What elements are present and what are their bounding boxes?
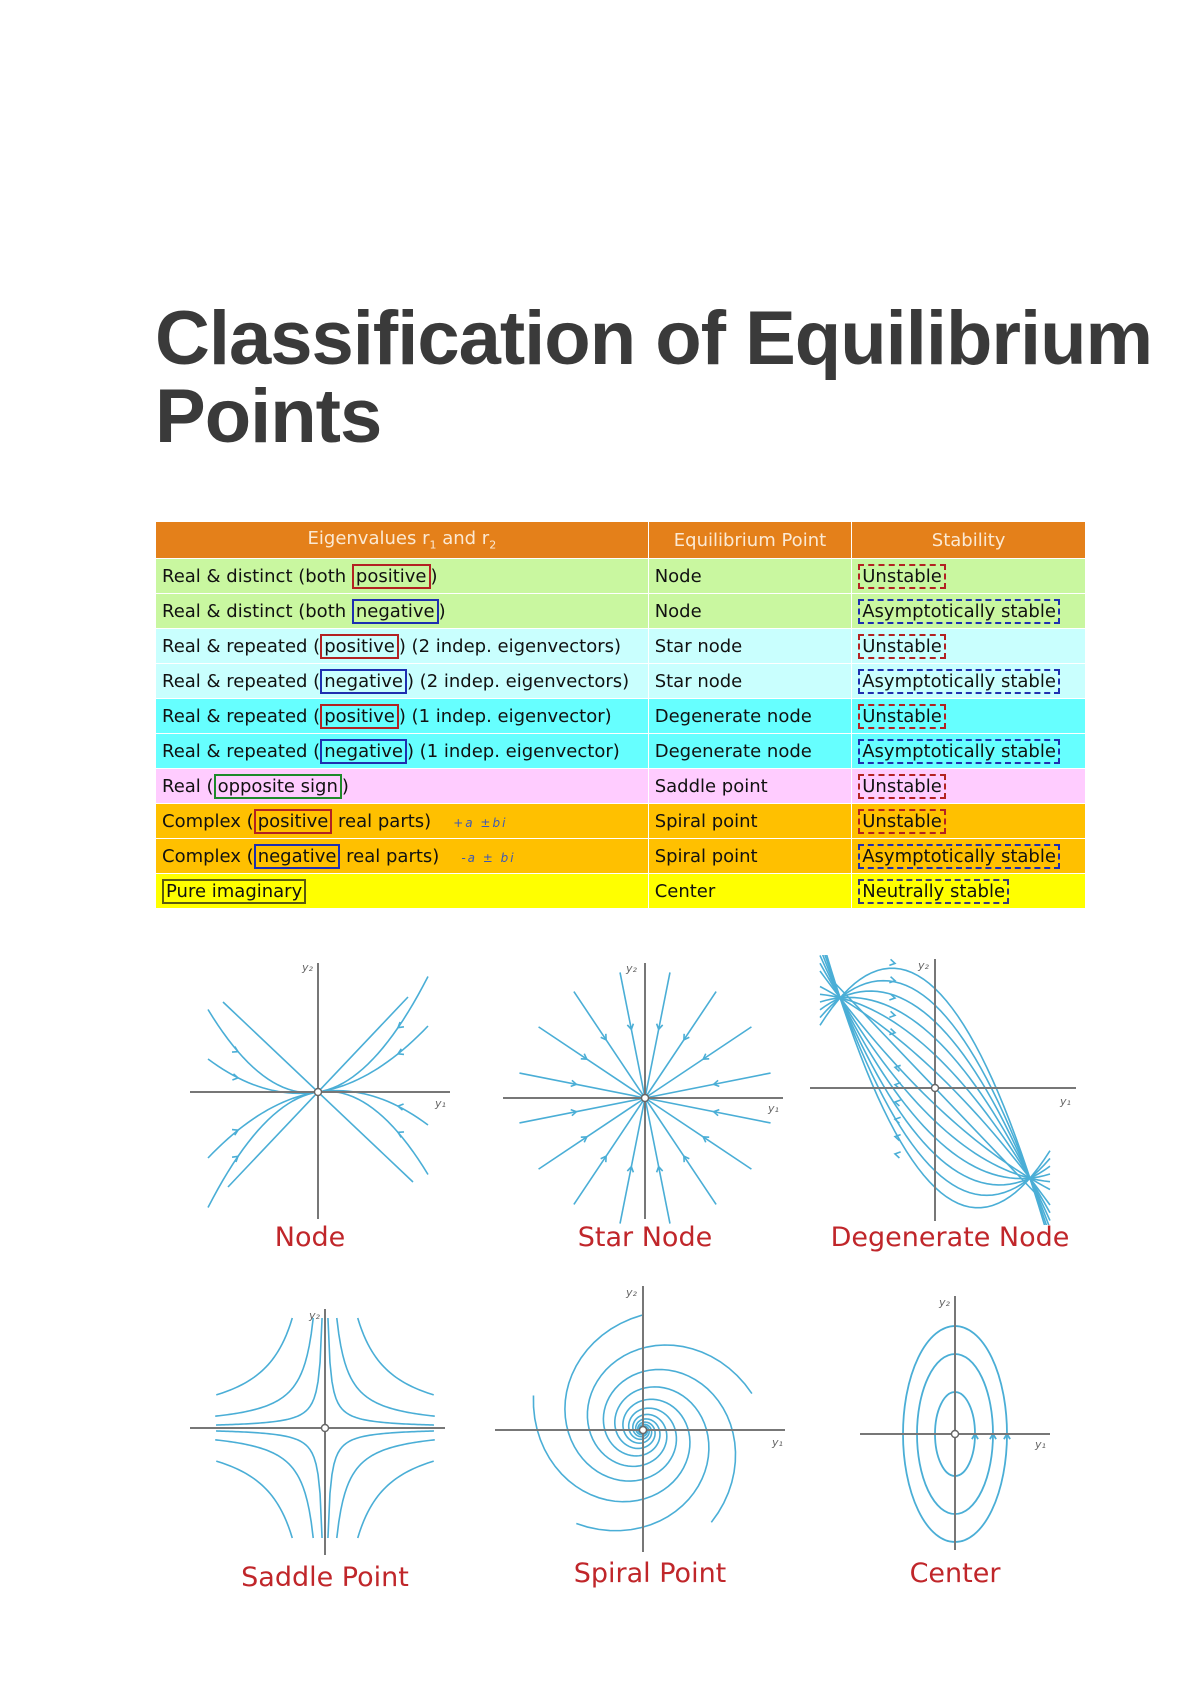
stability-label: Asymptotically stable xyxy=(858,669,1060,694)
cell-eigenvalues xyxy=(156,769,649,804)
table-row xyxy=(156,664,1086,699)
eigen-suffix: ) (1 indep. eigenvector) xyxy=(406,740,620,762)
header-eigenvalues: Eigenvalues $r_1$ and $r_2$ xyxy=(156,522,649,559)
star-axis-y1: y₁ xyxy=(768,1102,779,1115)
handwritten-note: -a ± bi xyxy=(461,850,516,865)
trajectory xyxy=(318,1091,428,1174)
cell-eigenvalues xyxy=(156,804,649,839)
cell-stability xyxy=(852,594,1086,629)
saddle-point-phase-portrait xyxy=(185,1305,450,1560)
trajectory xyxy=(208,1010,318,1093)
trajectory xyxy=(358,1318,434,1395)
stability-label: Unstable xyxy=(858,774,946,799)
eigen-suffix: ) xyxy=(438,600,446,622)
eigen-prefix: Real & distinct (both xyxy=(162,565,352,587)
eigen-suffix: ) (1 indep. eigenvector) xyxy=(398,705,612,727)
table-row xyxy=(156,769,1086,804)
table-row xyxy=(156,839,1086,874)
eigen-key: opposite sign xyxy=(214,774,342,799)
cell-eigenvalues xyxy=(156,839,649,874)
eigen-key: negative xyxy=(254,844,341,869)
trajectory-arrow xyxy=(889,959,895,965)
classification-table xyxy=(155,521,1086,909)
stability-label: Unstable xyxy=(858,634,946,659)
trajectory xyxy=(533,1395,689,1501)
saddle-axis-y2: y₂ xyxy=(309,1309,320,1322)
trajectory xyxy=(216,1461,292,1538)
table-row xyxy=(156,629,1086,664)
cell-equilibrium-point: Saddle point xyxy=(648,769,852,804)
spiral-axis-y2: y₂ xyxy=(626,1286,637,1299)
stability-label: Asymptotically stable xyxy=(858,599,1060,624)
eigen-key: Pure imaginary xyxy=(162,879,306,904)
caption-star-node: Star Node xyxy=(577,1222,713,1253)
cell-stability xyxy=(852,839,1086,874)
eigen-key: negative xyxy=(320,669,407,694)
cell-stability xyxy=(852,734,1086,769)
trajectory xyxy=(337,1440,435,1538)
eigen-prefix: Real & repeated ( xyxy=(162,635,321,657)
cell-eigenvalues xyxy=(156,629,649,664)
table-row xyxy=(156,594,1086,629)
star-axis-y2: y₂ xyxy=(626,962,637,975)
eigen-prefix: Real & distinct (both xyxy=(162,600,352,622)
eigen-suffix: ) xyxy=(341,775,349,797)
eigen-prefix: Real ( xyxy=(162,775,214,797)
cell-equilibrium-point: Node xyxy=(648,559,852,594)
eigen-key: negative xyxy=(352,599,439,624)
trajectory-arrow xyxy=(889,1011,895,1017)
trajectory xyxy=(215,1440,313,1538)
node-axis-y2: y₂ xyxy=(302,961,313,974)
trajectory xyxy=(337,1318,435,1416)
eigen-key: positive xyxy=(320,704,399,729)
eigen-key: positive xyxy=(254,809,333,834)
cell-eigenvalues xyxy=(156,559,649,594)
degenerate-axis-y2: y₂ xyxy=(918,959,929,972)
stability-label: Asymptotically stable xyxy=(858,844,1060,869)
cell-stability xyxy=(852,804,1086,839)
table-row xyxy=(156,559,1086,594)
degenerate-node-phase-portrait xyxy=(808,955,1078,1225)
trajectory-arrow xyxy=(895,1152,901,1158)
eigen-key: positive xyxy=(320,634,399,659)
star-node-phase-portrait xyxy=(498,955,788,1225)
node-axis-y1: y₁ xyxy=(435,1097,446,1110)
spiral-axis-y1: y₁ xyxy=(772,1436,783,1449)
eigen-suffix: ) (2 indep. eigenvectors) xyxy=(406,670,630,692)
eigen-suffix: ) xyxy=(430,565,438,587)
eigen-key: positive xyxy=(352,564,431,589)
eigen-suffix: real parts) xyxy=(340,845,440,867)
eigen-prefix: Real & repeated ( xyxy=(162,670,321,692)
cell-equilibrium-point: Spiral point xyxy=(648,839,852,874)
table-header-row xyxy=(156,522,1086,559)
cell-stability xyxy=(852,664,1086,699)
trajectory-arrow xyxy=(398,1132,404,1138)
trajectory xyxy=(328,1318,434,1425)
trajectory xyxy=(587,1345,751,1466)
eigen-key: negative xyxy=(320,739,407,764)
eigen-prefix: Complex ( xyxy=(162,810,254,832)
table-row xyxy=(156,734,1086,769)
trajectory xyxy=(216,1318,322,1425)
header-stability: Stability xyxy=(852,522,1086,559)
caption-spiral-point: Spiral Point xyxy=(573,1558,727,1589)
cell-eigenvalues xyxy=(156,699,649,734)
cell-equilibrium-point: Center xyxy=(648,874,852,909)
cell-equilibrium-point: Spiral point xyxy=(648,804,852,839)
caption-saddle-point: Saddle Point xyxy=(241,1562,409,1593)
center-axis-y2: y₂ xyxy=(939,1296,950,1309)
cell-equilibrium-point: Degenerate node xyxy=(648,734,852,769)
eigen-suffix: real parts) xyxy=(332,810,432,832)
table-row xyxy=(156,699,1086,734)
cell-eigenvalues xyxy=(156,594,649,629)
stability-label: Unstable xyxy=(858,564,946,589)
cell-equilibrium-point: Node xyxy=(648,594,852,629)
eigen-suffix: ) (2 indep. eigenvectors) xyxy=(398,635,622,657)
stability-label: Asymptotically stable xyxy=(858,739,1060,764)
cell-equilibrium-point: Star node xyxy=(648,629,852,664)
table-row xyxy=(156,804,1086,839)
caption-node: Node xyxy=(274,1222,346,1253)
trajectory xyxy=(603,1370,735,1523)
page-title: Classification of Equilibrium Points xyxy=(155,296,1153,459)
eigen-prefix: Real & repeated ( xyxy=(162,705,321,727)
trajectory xyxy=(358,1461,434,1538)
header-equilibrium-point: Equilibrium Point xyxy=(648,522,852,559)
node-phase-portrait xyxy=(180,955,460,1225)
table-row xyxy=(156,874,1086,909)
center-phase-portrait xyxy=(855,1288,1055,1553)
cell-stability xyxy=(852,874,1086,909)
trajectory-arrow xyxy=(232,1047,238,1053)
cell-eigenvalues xyxy=(156,734,649,769)
cell-equilibrium-point: Star node xyxy=(648,664,852,699)
stability-label: Neutrally stable xyxy=(858,879,1009,904)
cell-equilibrium-point: Degenerate node xyxy=(648,699,852,734)
handwritten-note: +a ±bi xyxy=(453,815,508,830)
degenerate-axis-y1: y₁ xyxy=(1060,1095,1071,1108)
trajectory xyxy=(565,1315,677,1481)
caption-center: Center xyxy=(909,1558,1001,1589)
cell-stability xyxy=(852,699,1086,734)
caption-degenerate-node: Degenerate Node xyxy=(830,1222,1070,1253)
center-axis-y1: y₁ xyxy=(1035,1438,1046,1451)
stability-label: Unstable xyxy=(858,704,946,729)
cell-stability xyxy=(852,769,1086,804)
spiral-point-phase-portrait xyxy=(490,1280,790,1555)
cell-stability xyxy=(852,629,1086,664)
cell-eigenvalues xyxy=(156,874,649,909)
cell-eigenvalues xyxy=(156,664,649,699)
trajectory xyxy=(216,1431,322,1538)
trajectory xyxy=(328,1431,434,1538)
eigen-prefix: Complex ( xyxy=(162,845,254,867)
trajectory xyxy=(216,1318,292,1395)
stability-label: Unstable xyxy=(858,809,946,834)
eigen-prefix: Real & repeated ( xyxy=(162,740,321,762)
cell-stability xyxy=(852,559,1086,594)
trajectory xyxy=(215,1318,313,1416)
